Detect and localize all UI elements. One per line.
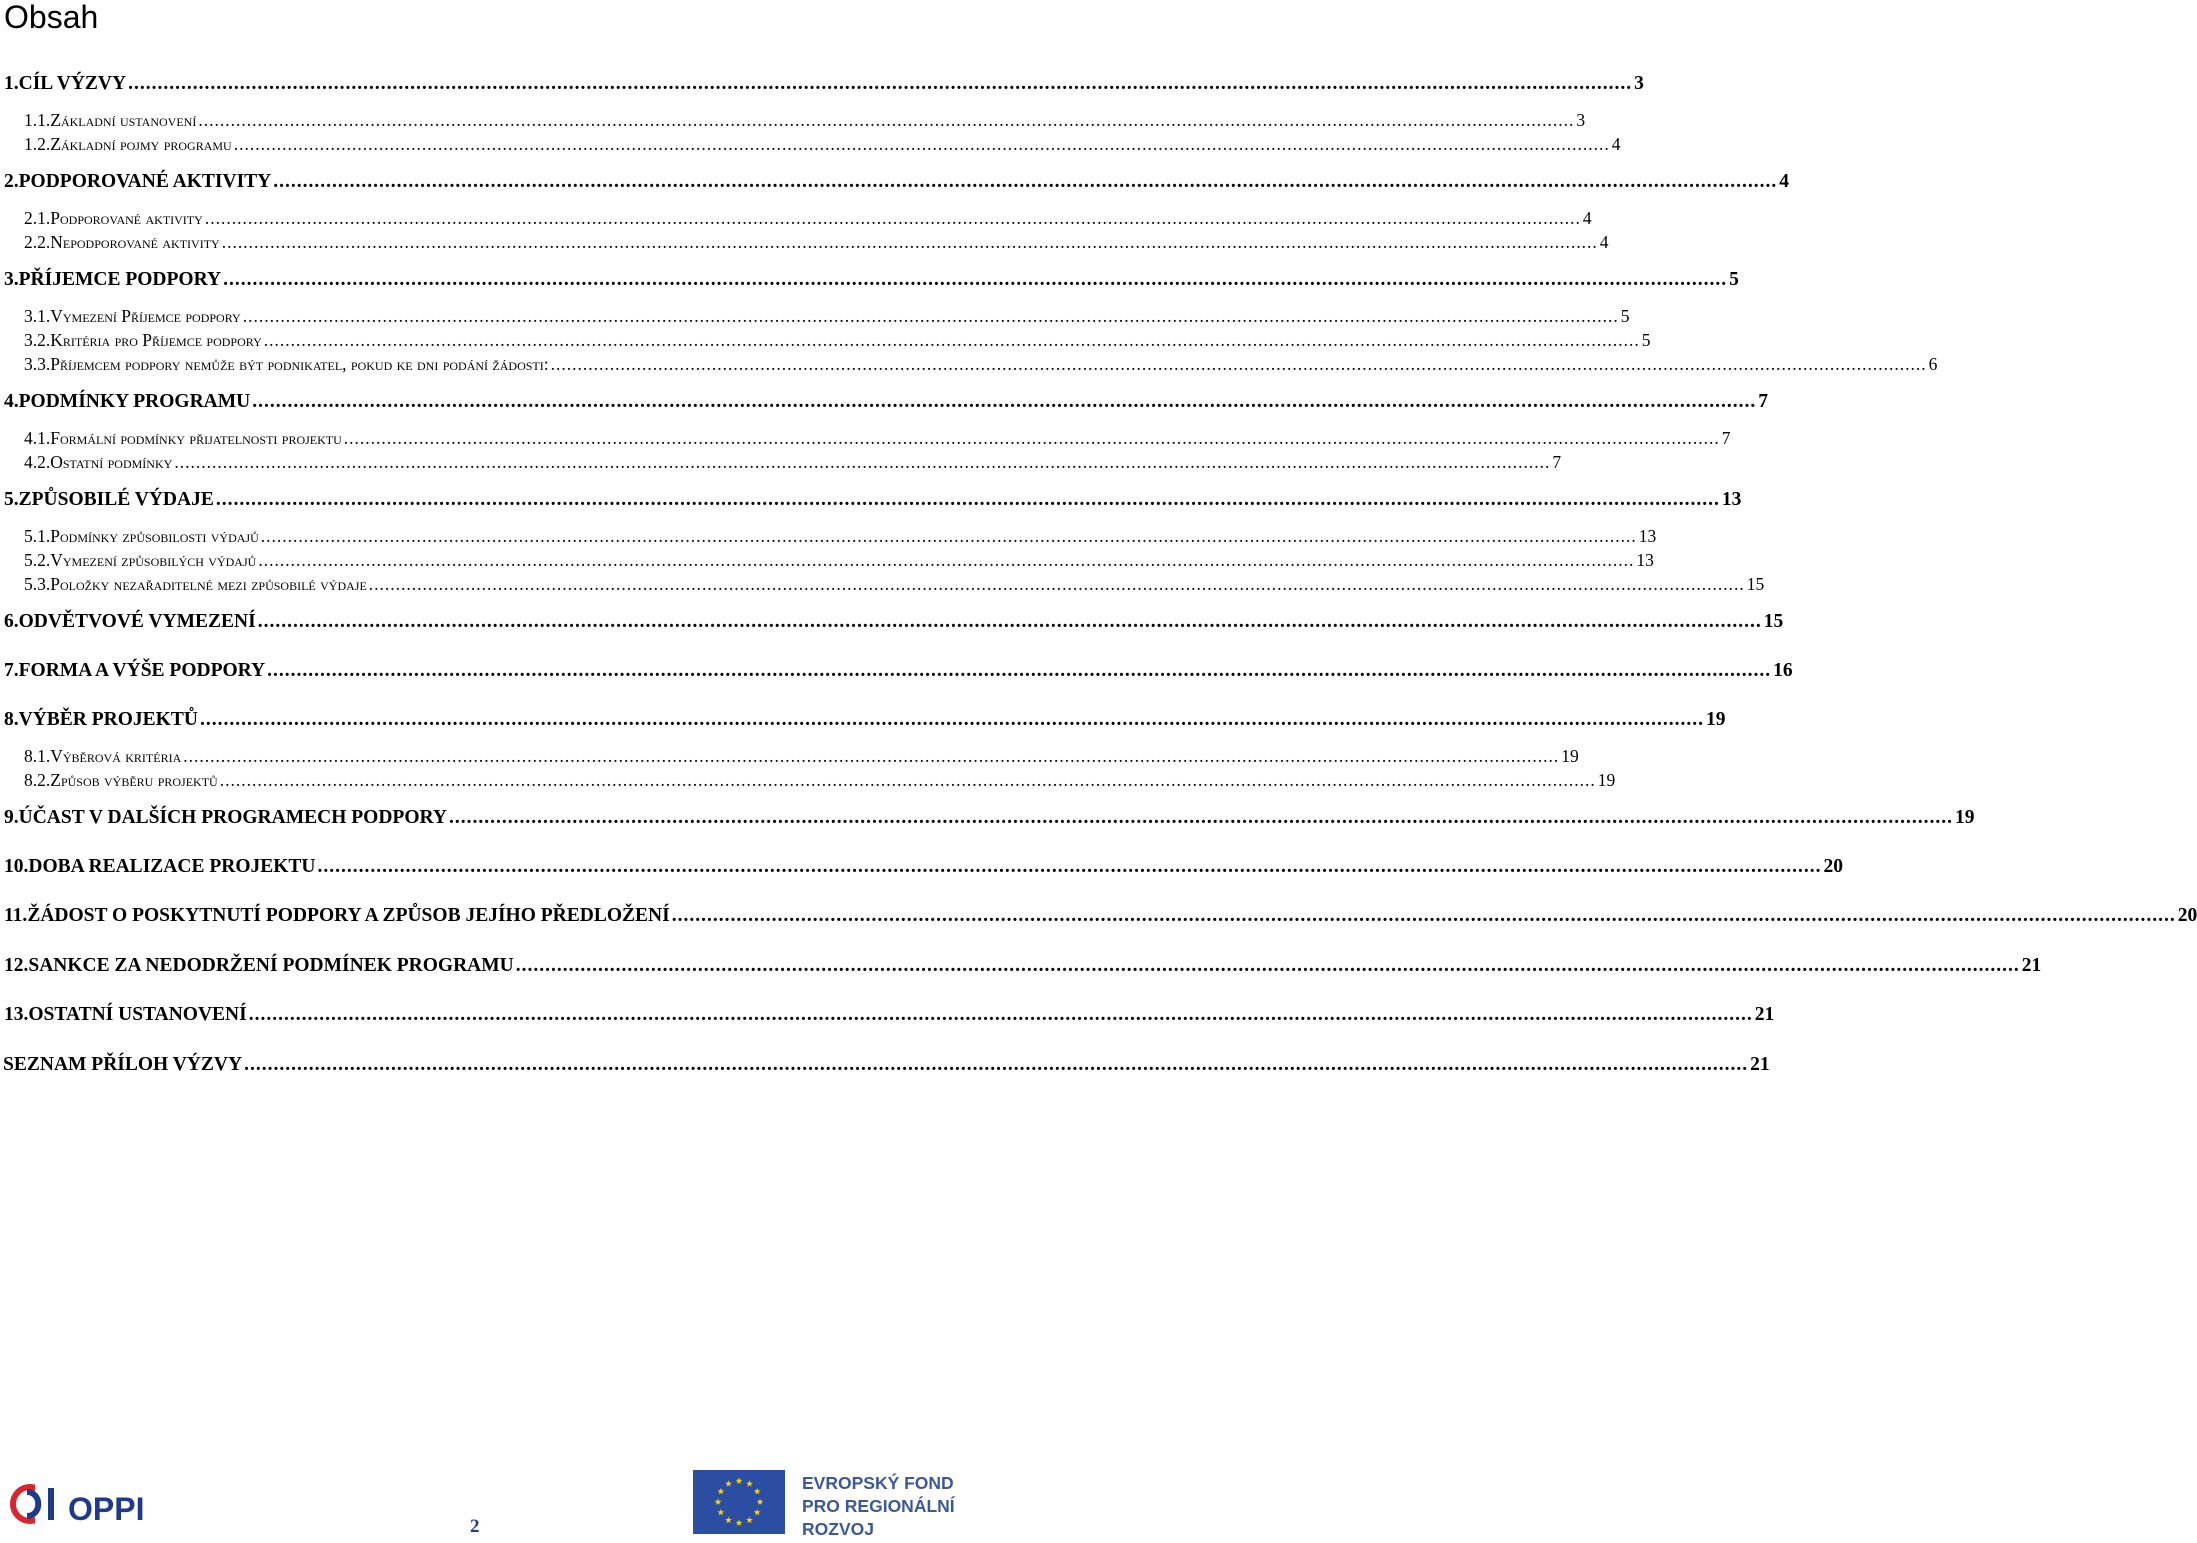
toc-dot-leader [258,550,1634,571]
toc-dot-leader [672,905,2176,927]
erdf-logo-text [802,1472,955,1541]
toc-dot-leader [174,452,1550,473]
toc-entry[interactable] [0,611,1784,637]
toc-dot-leader [258,611,1762,633]
toc-entry-number: 12. [4,955,29,976]
toc-entry-page: 7 [1552,452,1562,472]
toc-dot-leader [243,306,1619,327]
toc-entry-number: 1. [4,73,19,94]
toc-entry-number: 5.1. [24,526,51,546]
toc-entry-title: PŘÍJEMCE PODPORY [18,269,222,290]
toc-entry-number: 3. [4,269,19,290]
oppi-logo [10,1478,165,1530]
toc-dot-leader [249,1004,1753,1026]
toc-entry-title: DOBA REALIZACE PROJEKTU [28,856,316,877]
toc-entry-page: 21 [1754,1004,1775,1025]
toc-subentry[interactable] [0,452,1562,474]
toc-entry-number: 11. [4,905,28,926]
toc-entry-title: Základní ustanovení [50,110,197,130]
toc-subentry[interactable] [0,574,1765,596]
toc-entry-title: ŽÁDOST O POSKYTNUTÍ PODPORY A ZPŮSOB JEJÍHO PŘEDLOŽENÍ [27,905,670,926]
toc-entry-page: 7 [1721,428,1731,448]
toc-entry-number: 1.1. [24,110,51,130]
toc-entry-title: Nepodporované aktivity [50,232,220,252]
toc-entry[interactable] [0,660,1793,686]
toc-entry-title: CÍL VÝZVY [18,73,127,94]
toc-dot-leader [252,391,1756,413]
toc-entry-title: ZPŮSOBILÉ VÝDAJE [18,489,214,510]
toc-subentry[interactable] [0,550,1654,572]
toc-entry-title: Způsob výběru projektů [50,770,218,790]
toc-entry-page: 15 [1763,611,1784,632]
toc-entry-number: 2. [4,171,19,192]
toc-entry-page: 5 [1641,330,1651,350]
toc-entry-number: 3.2. [24,330,51,350]
toc-entry-number: 8.2. [24,770,51,790]
toc-entry-page: 21 [1750,1054,1770,1075]
toc-entry[interactable] [0,709,1726,735]
toc-entry-page: 3 [1576,110,1586,130]
toc-entry-title: Výběrová kritéria [50,746,182,766]
toc-entry-page: 16 [1773,660,1793,681]
toc-entry-page: 5 [1620,306,1630,326]
toc-dot-leader [216,489,1720,511]
toc-entry-number: 5. [4,489,19,510]
toc-entry-number: 6. [4,611,19,632]
toc-subentry[interactable] [0,770,1616,792]
toc-entry-number: 1.2. [24,134,51,154]
toc-entry-page: 4 [1599,232,1609,252]
toc-entry-page: 13 [1721,489,1742,510]
toc-dot-leader [264,330,1640,351]
toc-entry-title: VÝBĚR PROJEKTŮ [18,709,198,730]
toc-entry-title: Základní pojmy programu [50,134,232,154]
toc-entry-title: Ostatní podmínky [50,452,173,472]
toc-entry-page: 4 [1779,171,1790,192]
toc-entry-title: OSTATNÍ USTANOVENÍ [28,1004,247,1025]
page-number: 2 [470,1516,480,1537]
toc-dot-leader [267,660,1771,682]
toc-subentry[interactable] [0,330,1651,352]
toc-entry[interactable] [0,807,1975,833]
toc-entry-page: 19 [1597,770,1616,790]
toc-subentry[interactable] [0,428,1731,450]
toc-entry-page: 21 [2021,955,2042,976]
toc-dot-leader [244,1054,1748,1076]
toc-subentry[interactable] [0,354,1938,376]
toc-dot-leader [183,746,1559,767]
toc-entry-number: 2.2. [24,232,51,252]
toc-entry-title: ÚČAST V DALŠÍCH PROGRAMECH PODPORY [18,807,447,828]
toc-entry-title: Formální podmínky přijatelnosti projektu [50,428,342,448]
toc-entry-page: 4 [1582,208,1592,228]
toc-subentry[interactable] [0,208,1592,230]
toc-entry-title: Vymezení způsobilých výdajů [50,550,257,570]
toc-entry-title: Podmínky způsobilosti výdajů [50,526,259,546]
toc-entry-number: 4.1. [24,428,51,448]
toc-subentry[interactable] [0,110,1586,132]
toc-dot-leader [234,134,1610,155]
toc-subentry[interactable] [0,232,1609,254]
erdf-line-2: PRO REGIONÁLNÍ [802,1496,955,1516]
toc-entry-title: PODPOROVANÉ AKTIVITY [18,171,272,192]
toc-entry-title: Položky nezařaditelné mezi způsobilé výdaje [50,574,367,594]
toc-dot-leader [516,955,2020,977]
toc-entry[interactable] [0,171,1790,197]
toc-entry-title: Kritéria pro Příjemce podpory [50,330,262,350]
toc-dot-leader [369,574,1745,595]
toc-entry[interactable] [0,391,1768,417]
toc-entry[interactable] [0,489,1742,515]
toc-dot-leader [223,269,1727,291]
toc-entry-page: 4 [1611,134,1621,154]
toc-entry-page: 20 [2177,905,2197,926]
toc-entry-page: 19 [1954,807,1975,828]
toc-dot-leader [220,770,1596,791]
toc-entry-number: 3.1. [24,306,51,326]
toc-entry-title: FORMA A VÝŠE PODPORY [18,660,266,681]
toc-entry-title: SANKCE ZA NEDODRŽENÍ PODMÍNEK PROGRAMU [28,955,514,976]
toc-entry-page: 19 [1705,709,1726,730]
toc-entry-page: 15 [1746,574,1765,594]
toc-subentry[interactable] [0,746,1579,768]
eu-flag-icon [693,1470,785,1534]
toc-subentry[interactable] [0,526,1657,548]
toc-entry[interactable] [0,1004,1775,1030]
toc-entry-page: 20 [1823,856,1844,877]
toc-entry-title: ODVĚTVOVÉ VYMEZENÍ [18,611,256,632]
toc-entry-number: 9. [4,807,19,828]
toc-entry-number: 2.1. [24,208,51,228]
page-title: Obsah [4,0,99,35]
toc-entry-number: 10. [4,856,29,877]
toc-entry[interactable] [0,269,1739,295]
toc-dot-leader [128,73,1632,95]
toc-dot-leader [449,807,1953,829]
toc-dot-leader [551,354,1927,375]
toc-entry-page: 13 [1638,526,1657,546]
toc-entry-page: 3 [1634,73,1644,94]
toc-entry-number: 4.2. [24,452,51,472]
toc-entry-page: 5 [1729,269,1739,290]
toc-dot-leader [318,856,1822,878]
toc-dot-leader [205,208,1581,229]
toc-subentry[interactable] [0,306,1630,328]
toc-entry-title: Příjemcem podpory nemůže být podnikatel, pokud ke dni podání žádosti: [50,354,549,374]
toc-entry[interactable] [0,955,2042,981]
toc-dot-leader [200,709,1704,731]
toc-dot-leader [222,232,1598,253]
erdf-line-3: ROZVOJ [802,1519,874,1539]
toc-entry-title: PODMÍNKY PROGRAMU [18,391,251,412]
toc-subentry[interactable] [0,134,1621,156]
toc-entry[interactable] [0,1054,1770,1080]
toc-entry[interactable] [0,856,1844,882]
toc-entry-number: 8.1. [24,746,51,766]
toc-entry-number: 4. [4,391,19,412]
toc-dot-leader [344,428,1720,449]
toc-dot-leader [261,526,1637,547]
toc-dot-leader [198,110,1574,131]
toc-entry[interactable] [0,73,1644,99]
toc-entry-number: 13. [4,1004,29,1025]
toc-entry-number: 5.2. [24,550,51,570]
toc-entry-number: 5.3. [24,574,51,594]
toc-entry-title: Vymezení Příjemce podpory [50,306,241,326]
toc-dot-leader [273,171,1777,193]
toc-entry-number: 8. [4,709,19,730]
toc-entry-page: 6 [1928,354,1938,374]
toc-entry-page: 7 [1758,391,1768,412]
toc-entry-number: 3.3. [24,354,51,374]
toc-entry[interactable] [0,905,2197,931]
oppi-logo-text: OPPI [68,1491,145,1527]
toc-entry-title: Podporované aktivity [50,208,203,228]
toc-entry-page: 13 [1636,550,1654,570]
toc-entry-title: SEZNAM PŘÍLOH VÝZVY [3,1054,243,1075]
page-footer [0,1468,960,1543]
toc-entry-number: 7. [4,660,19,681]
erdf-line-1: EVROPSKÝ FOND [802,1473,954,1493]
toc-entry-page: 19 [1561,746,1579,766]
